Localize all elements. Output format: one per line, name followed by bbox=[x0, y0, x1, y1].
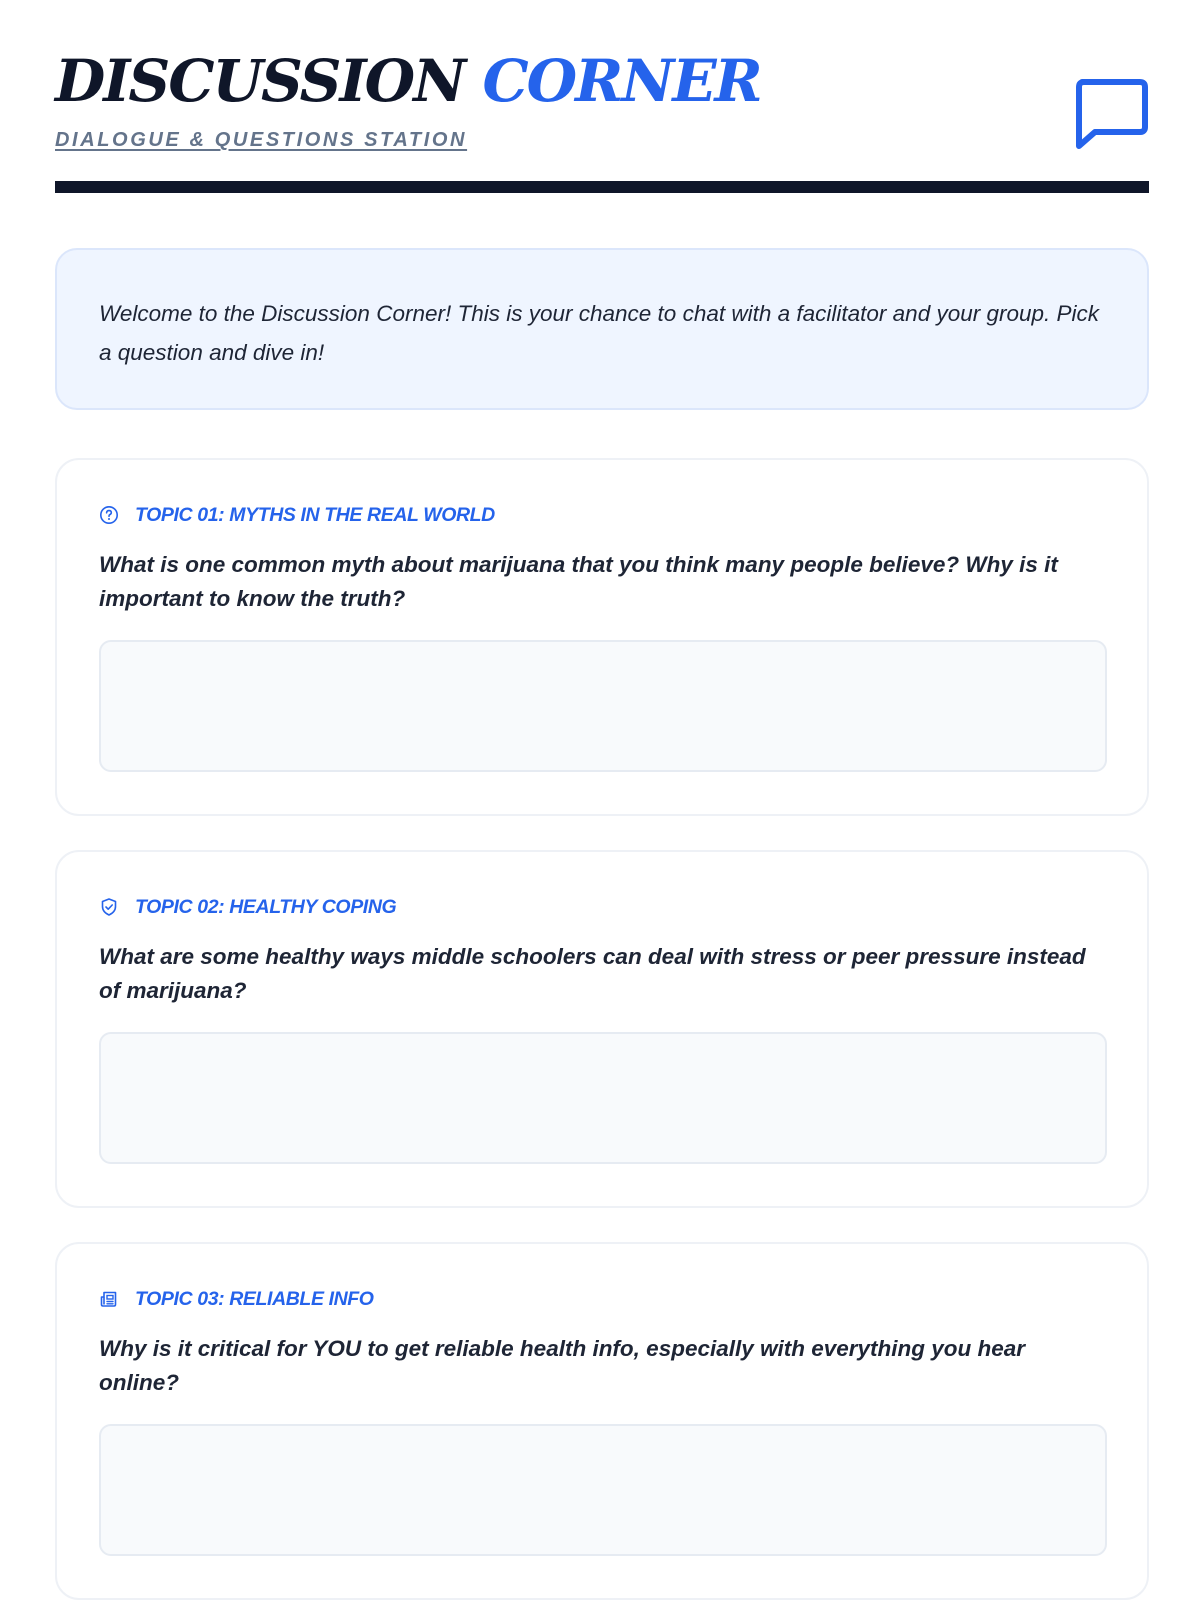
topic-question: What is one common myth about marijuana that you think many people believe? Why is it important to know the truth? bbox=[99, 552, 1058, 611]
page-header bbox=[55, 0, 1149, 194]
page-subtitle: DIALOGUE & QUESTIONS STATION bbox=[55, 129, 468, 151]
topic-heading bbox=[99, 894, 396, 920]
title-part-dark: DISCUSSION bbox=[55, 47, 465, 115]
intro-box bbox=[55, 248, 1149, 410]
page-title bbox=[55, 47, 761, 115]
topic-label: TOPIC 03: RELIABLE INFO bbox=[135, 1287, 374, 1310]
chat-bubble-icon bbox=[1073, 78, 1149, 152]
topic-question: Why is it critical for YOU to get reliable health info, especially with everything you hear online? bbox=[99, 1336, 1026, 1395]
newspaper-icon bbox=[99, 1289, 119, 1309]
topic-heading bbox=[99, 502, 495, 528]
answer-field-03[interactable] bbox=[99, 1424, 1107, 1556]
topic-question: What are some healthy ways middle schoolers can deal with stress or peer pressure instead of marijuana? bbox=[99, 944, 1086, 1003]
title-part-accent: CORNER bbox=[482, 47, 761, 115]
topic-card-01 bbox=[55, 458, 1149, 816]
answer-field-02[interactable] bbox=[99, 1032, 1107, 1164]
topic-label: TOPIC 01: MYTHS IN THE REAL WORLD bbox=[135, 503, 495, 526]
topic-heading bbox=[99, 1286, 374, 1312]
topic-card-03 bbox=[55, 1242, 1149, 1600]
topic-label: TOPIC 02: HEALTHY COPING bbox=[135, 895, 397, 918]
discussion-corner-page bbox=[55, 0, 1149, 1395]
answer-field-01[interactable] bbox=[99, 640, 1107, 772]
shield-check-icon bbox=[99, 897, 119, 917]
topic-card-02 bbox=[55, 850, 1149, 1208]
question-circle-icon bbox=[99, 505, 119, 525]
intro-text: Welcome to the Discussion Corner! This is your chance to chat with a facilitator and your group. Pick a question and dive in! bbox=[99, 301, 1100, 365]
header-divider bbox=[55, 181, 1149, 193]
